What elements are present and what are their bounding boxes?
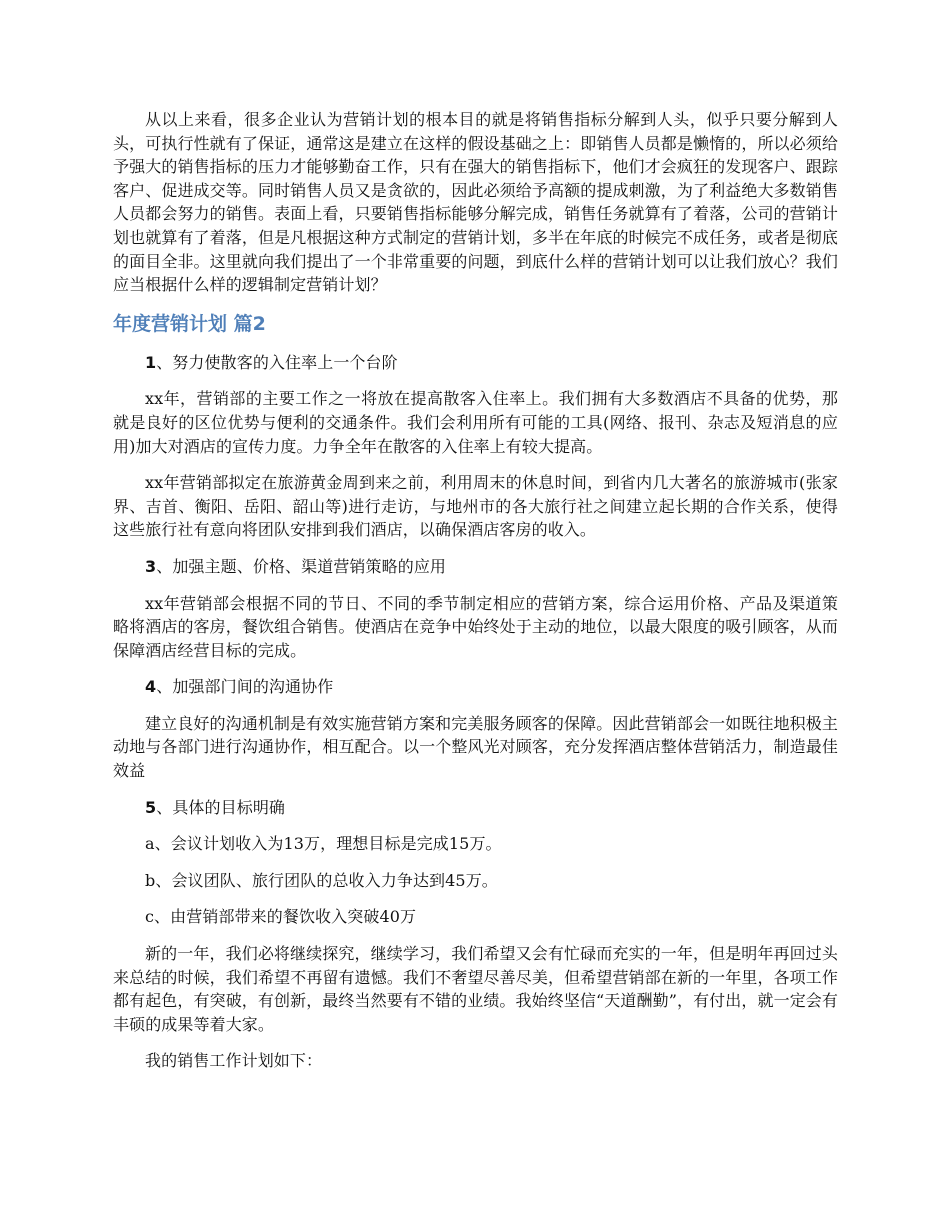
item-1-number: 1 — [145, 352, 157, 372]
item-5-heading — [113, 796, 838, 820]
goal-b: b、会议团队、旅行团队的总收入力争达到45万。 — [145, 870, 498, 890]
item-3-label: 、加强主题、价格、渠道营销策略的应用 — [156, 556, 447, 576]
closing-paragraph: 新的一年，我们必将继续探究，继续学习，我们希望又会有忙碌而充实的一年，但是明年再回过头来总结的时候，我们希望不再留有遗憾。我们不奢望尽善尽美，但希望营销部在新的一年里，各项工作都有起色，有突破，有创新，最终当然要有不错的业绩。我始终坚信“天道酬勤”，有付出，就一定会有丰硕的成果等着大家。 — [113, 944, 838, 1034]
item-1-label: 、努力使散客的入住率上一个台阶 — [156, 352, 398, 372]
goal-a: a、会议计划收入为13万，理想目标是完成15万。 — [145, 834, 502, 854]
item-3-heading — [113, 555, 838, 579]
final-line: 我的销售工作计划如下： — [145, 1051, 323, 1071]
item-1-heading — [113, 351, 838, 375]
goal-c: c、由营销部带来的餐饮收入突破40万 — [145, 907, 417, 927]
item-5-label: 、具体的目标明确 — [156, 797, 286, 817]
item-3-paragraph: xx年营销部会根据不同的节日、不同的季节制定相应的营销方案，综合运用价格、产品及渠道策略将酒店的客房，餐饮组合销售。使酒店在竞争中始终处于主动的地位，以最大限度的吸引顾客，从而保障酒店经营目标的完成。 — [113, 593, 838, 660]
item-4-heading — [113, 675, 838, 699]
item-4-label: 、加强部门间的沟通协作 — [156, 677, 334, 697]
item-4-paragraph: 建立良好的沟通机制是有效实施营销方案和完美服务顾客的保障。因此营销部会一如既往地积极主动地与各部门进行沟通协作，相互配合。以一个整风光对顾客，充分发挥酒店整体营销活力，制造最佳效益 — [113, 713, 838, 781]
item-1-paragraph-1: xx年，营销部的主要工作之一将放在提高散客入住率上。我们拥有大多数酒店不具备的优势，那就是良好的区位优势与便利的交通条件。我们会利用所有可能的工具(网络、报刊、杂志及短消息的应用)加大对酒店的宣传力度。力争全年在散客的入住率上有较大提高。 — [113, 389, 838, 456]
section-heading: 年度营销计划 篇2 — [113, 312, 266, 335]
item-4-number: 4 — [145, 677, 157, 697]
item-3-number: 3 — [145, 556, 157, 576]
item-5-number: 5 — [145, 797, 157, 817]
intro-paragraph: 从以上来看，很多企业认为营销计划的根本目的就是将销售指标分解到人头，似乎只要分解到人头，可执行性就有了保证，通常这是建立在这样的假设基础之上：即销售人员都是懒惰的，所以必须给予强大的销售指标的压力才能够勤奋工作，只有在强大的销售指标下，他们才会疯狂的发现客户、跟踪客户、促进成交等。同时销售人员又是贪欲的，因此必须给予高额的提成刺激，为了利益绝大多数销售人员都会努力的销售。表面上看，只要销售指标能够分解完成，销售任务就算有了着落，公司的营销计划也就算有了着落，但是凡根据这种方式制定的营销计划，多半在年底的时候完不成任务，或者是彻底的面目全非。这里就向我们提出了一个非常重要的问题，到底什么样的营销计划可以让我们放心？我们应当根据什么样的逻辑制定营销计划？ — [113, 110, 838, 295]
item-1-paragraph-2: xx年营销部拟定在旅游黄金周到来之前，利用周末的休息时间，到省内几大著名的旅游城市(张家界、吉首、衡阳、岳阳、韶山等)进行走访，与地州市的各大旅行社之间建立起长期的合作关系，使得这些旅行社有意向将团队安排到我们酒店，以确保酒店客房的收入。 — [113, 473, 838, 540]
